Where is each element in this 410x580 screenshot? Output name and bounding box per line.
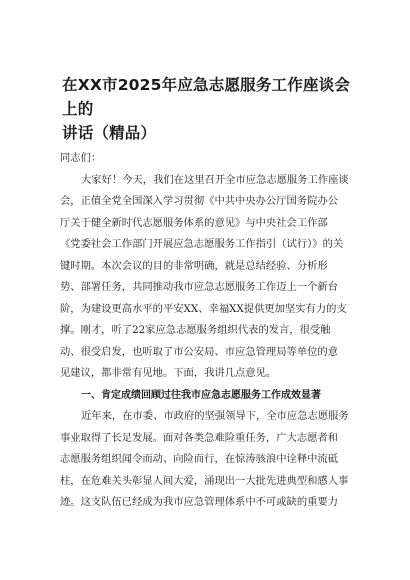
paragraph-line: 柱，在危难关头彰显人间大爱，涌现出一大批先进典型和感人事 [60,474,349,487]
paragraph-line: 迹。这支队伍已经成为我市应急管理体系中不可或缺的重要力 [60,496,339,508]
title-line: 在XX市2025年应急志愿服务工作座谈会上的 [62,76,351,118]
paragraph-line: 键时期。本次会议的目的非常明确，就是总结经验、分析形 [60,259,328,272]
salutation: 同志们： [60,152,102,164]
paragraph-line: 阶，为建设更高水平的平安XX、幸福XX提供更加坚实有力的支 [60,302,347,315]
paragraph-line: 志愿服务组织闻令而动、向险而行，在惊涛骇浪中诠释中流砥 [60,453,339,465]
paragraph-line: 事业取得了长足发展。面对各类急难险重任务，广大志愿者和 [60,431,339,444]
paragraph-line: 大家好！今天，我们在这里召开全市应急志愿服务工作座谈 [81,173,349,186]
paragraph-line: 《党委社会工作部门开展应急志愿服务工作指引（试行）》的关 [60,238,344,250]
paragraph-line: 撑。刚才，听了22家应急志愿服务组织代表的发言，很受触 [60,324,331,336]
paragraph-line: 势、部署任务，共同推动我市应急志愿服务工作迈上一个新台 [60,281,339,293]
paragraph-line: 动、很受启发，也听取了市公安局、市应急管理局等单位的意 [60,345,339,358]
document-body [60,148,372,514]
document-title [62,73,362,145]
title-line: 讲话（精品） [62,124,157,142]
paragraph-line: 近年来，在市委、市政府的坚强领导下，全市应急志愿服务 [81,410,349,422]
paragraph-line: 见建议，都非常有见地。下面，我讲几点意见。 [60,367,277,379]
paragraph-line: 会，正值全党全国深入学习贯彻《中共中央办公厅国务院办公 [60,195,339,207]
paragraph-line: 厅关于健全新时代志愿服务体系的意见》与中央社会工作部 [60,216,328,229]
section-heading: 一、肯定成绩回顾过往我市应急志愿服务工作成效显著 [81,389,321,401]
